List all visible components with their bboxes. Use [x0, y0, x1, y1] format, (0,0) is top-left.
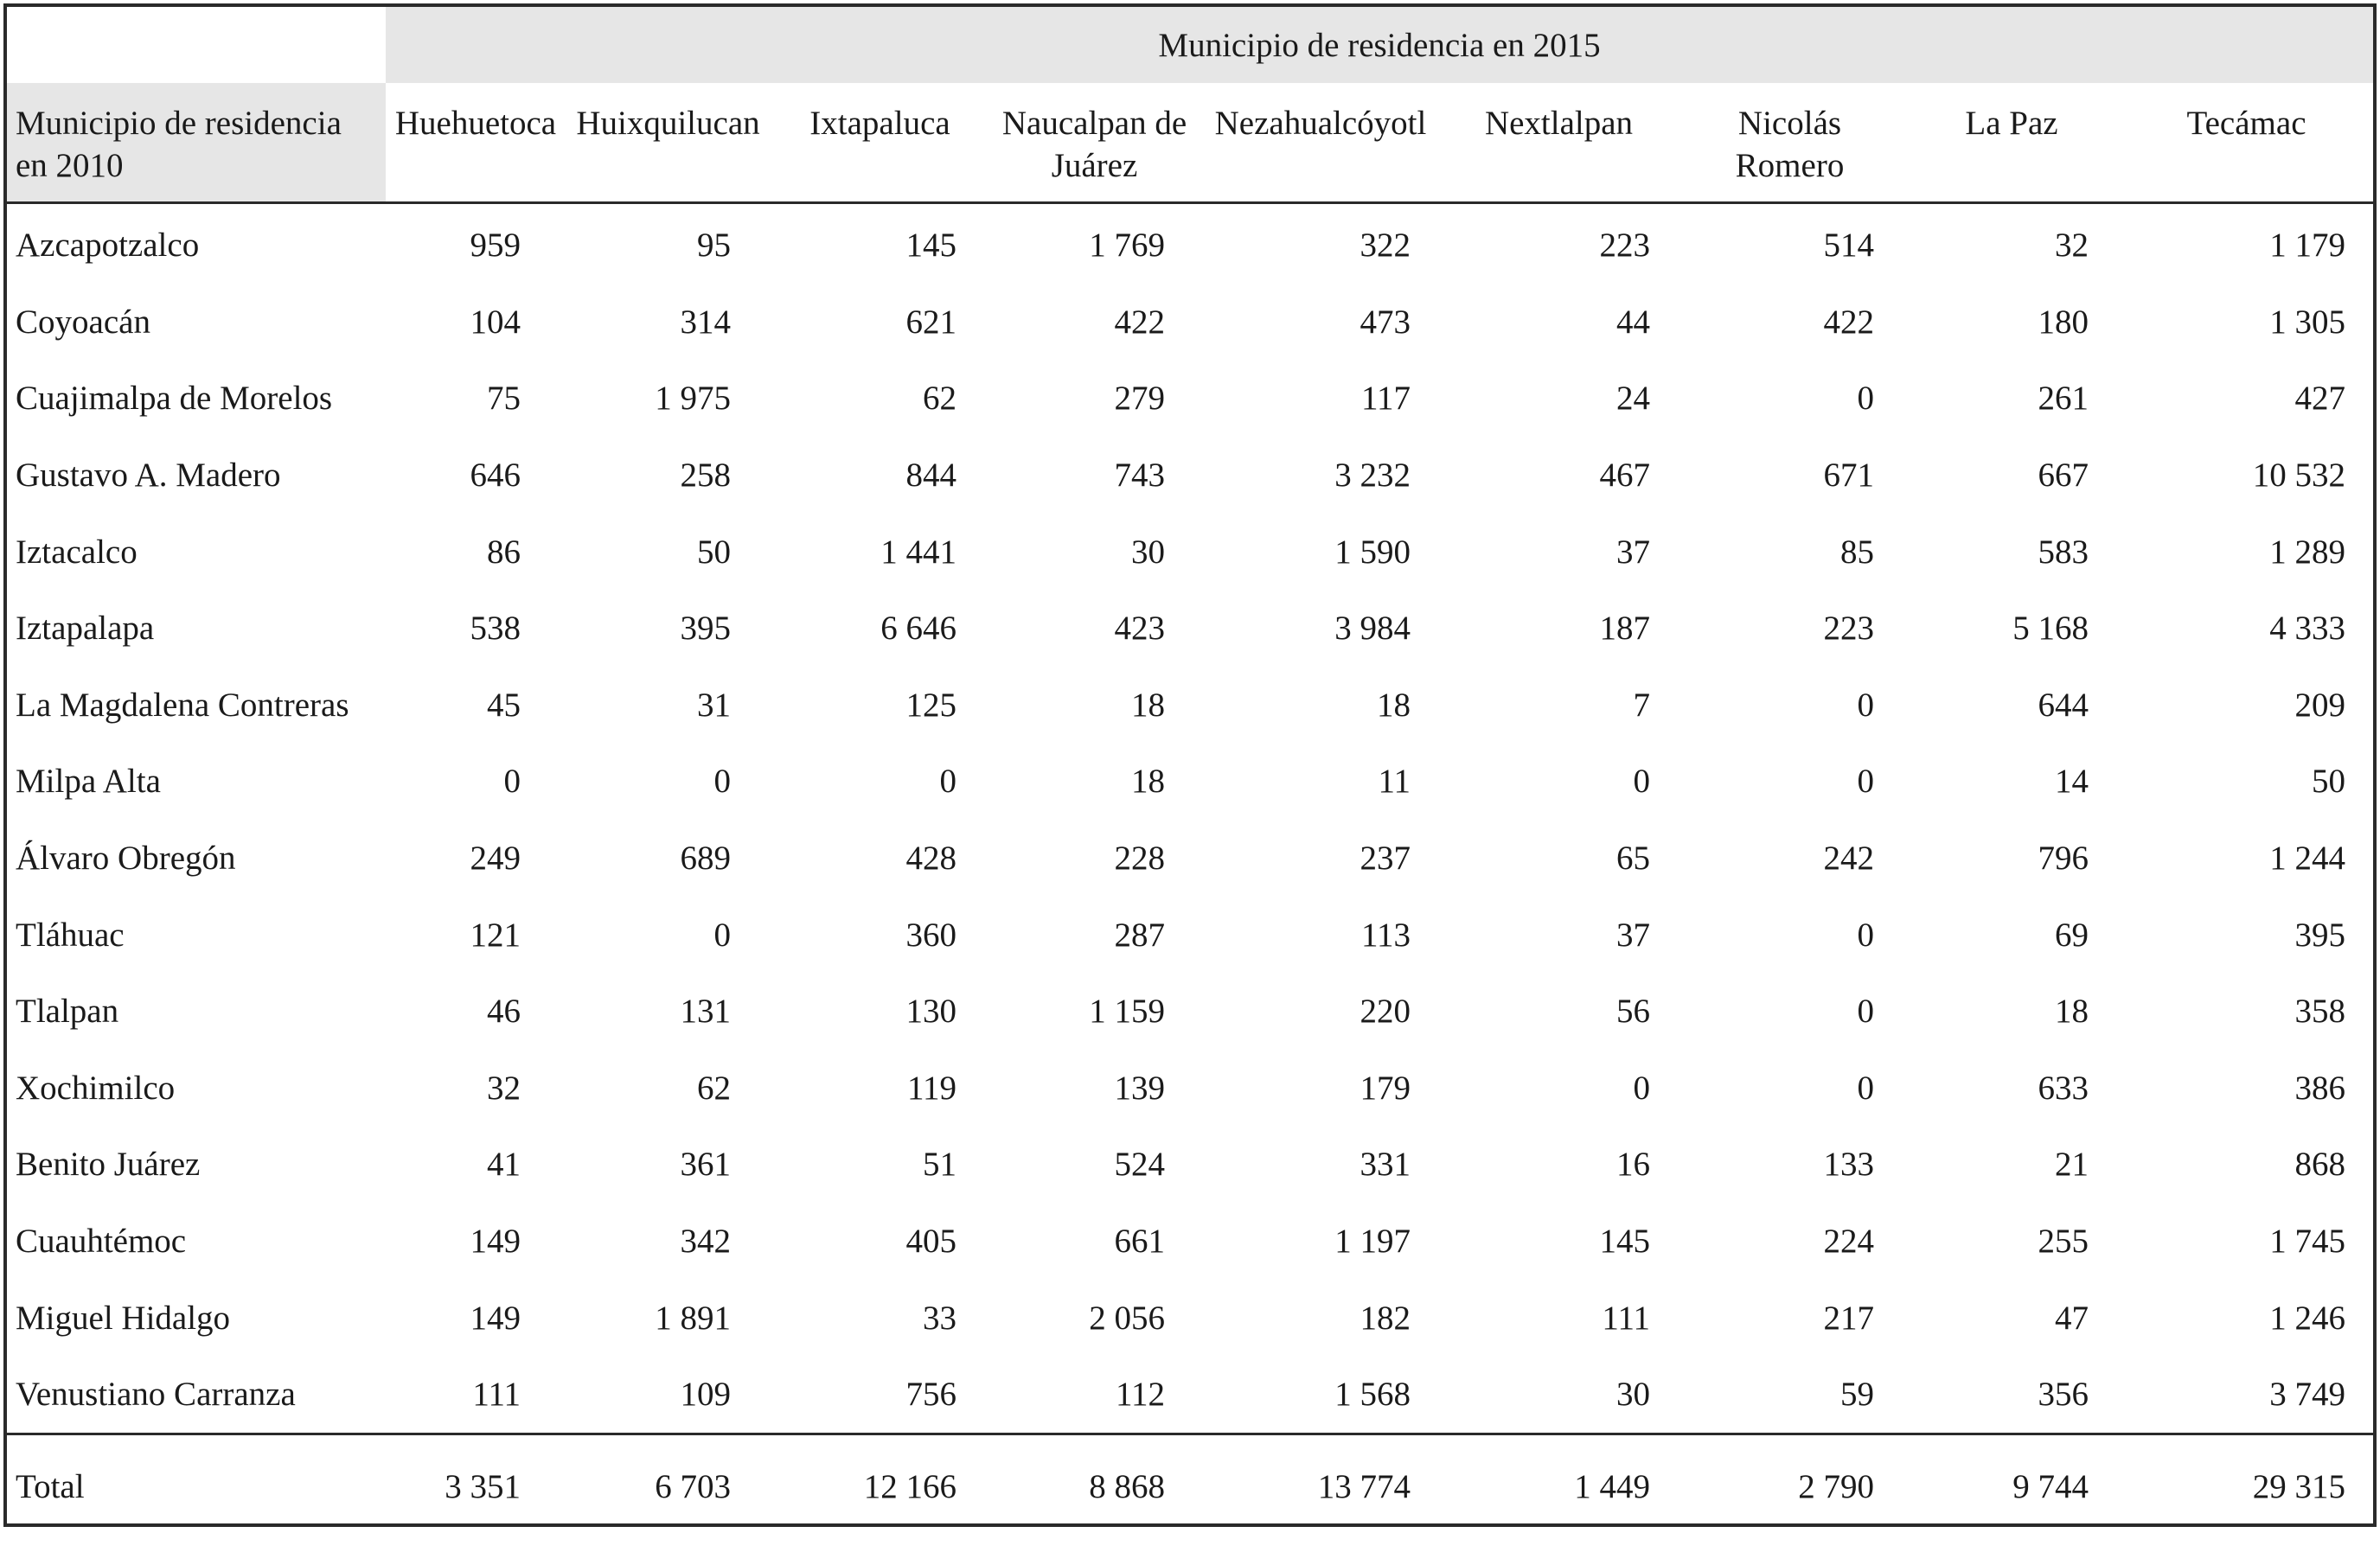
table-row: [7, 1050, 2373, 1127]
table-cell: 360: [905, 916, 956, 954]
table-cell: 959: [470, 227, 521, 265]
table-row: [7, 284, 2373, 361]
table-cell: 187: [1599, 610, 1650, 648]
table-cell: 796: [2038, 840, 2089, 878]
row-label: Cuajimalpa de Morelos: [16, 380, 333, 418]
table-cell: 1 289: [2269, 533, 2346, 571]
table-cell: 1 590: [1334, 533, 1411, 571]
table-cell: 24: [1616, 380, 1650, 418]
table-cell: 538: [470, 610, 521, 648]
table-cell: 646: [470, 457, 521, 495]
row-label: La Magdalena Contreras: [16, 686, 349, 724]
table-cell: 467: [1599, 457, 1650, 495]
table-cell: 258: [680, 457, 731, 495]
table-cell: 56: [1616, 993, 1650, 1031]
table-row: [7, 744, 2373, 821]
table-cell: 237: [1360, 840, 1411, 878]
row-label: Xochimilco: [16, 1069, 176, 1107]
migration-table-frame: [3, 3, 2377, 1527]
table-cell: 405: [905, 1223, 956, 1261]
row-label: Iztacalco: [16, 533, 138, 571]
table-cell: 621: [905, 303, 956, 341]
table-cell: 4 333: [2269, 610, 2346, 648]
table-row: [7, 202, 2373, 284]
table-cell: 1 568: [1334, 1376, 1411, 1414]
table-cell: 633: [2038, 1069, 2089, 1107]
table-cell: 224: [1823, 1223, 1874, 1261]
table-cell: 331: [1360, 1146, 1411, 1184]
table-cell: 133: [1823, 1146, 1874, 1184]
table-cell: 0: [1633, 1069, 1650, 1107]
table-row: [7, 897, 2373, 974]
table-cell: 119: [906, 1069, 956, 1107]
table-cell: 0: [1857, 1069, 1874, 1107]
table-cell: 322: [1360, 227, 1411, 265]
table-cell: 1 975: [655, 380, 731, 418]
table-cell: 356: [2038, 1376, 2089, 1414]
table-cell: 1 246: [2269, 1299, 2346, 1337]
table-cell: 0: [503, 763, 521, 801]
table-cell: 10 532: [2252, 457, 2346, 495]
table-header: [7, 7, 2373, 202]
table-cell: 1 769: [1089, 227, 1165, 265]
table-cell: 111: [1602, 1299, 1650, 1337]
table-cell: 358: [2294, 993, 2346, 1031]
row-label: Milpa Alta: [16, 763, 161, 801]
table-cell: 422: [1823, 303, 1874, 341]
column-header: Ixtapaluca: [771, 83, 989, 202]
table-cell: 255: [2038, 1223, 2089, 1261]
table-cell: 30: [1131, 533, 1165, 571]
row-label: Azcapotzalco: [16, 227, 200, 265]
table-cell: 3 984: [1334, 610, 1411, 648]
row-label: Tlalpan: [16, 993, 119, 1031]
column-header: Nezahualcóyotl: [1200, 83, 1442, 202]
table-cell: 145: [905, 227, 956, 265]
table-cell: 0: [1857, 916, 1874, 954]
table-cell: 32: [487, 1069, 521, 1107]
table-cell: 149: [470, 1223, 521, 1261]
table-row: [7, 1280, 2373, 1357]
migration-table: [7, 7, 2373, 1537]
table-cell: 18: [2055, 993, 2089, 1031]
table-cell: 37: [1616, 916, 1650, 954]
table-cell: 111: [472, 1376, 521, 1414]
table-cell: 1 179: [2269, 227, 2346, 265]
table-cell: 69: [2055, 916, 2089, 954]
table-cell: 1 891: [655, 1299, 731, 1337]
table-cell: 756: [905, 1376, 956, 1414]
table-cell: 86: [487, 533, 521, 571]
table-cell: 7: [1633, 686, 1650, 724]
total-cell: 1 449: [1442, 1434, 1676, 1538]
total-cell: 6 703: [566, 1434, 771, 1538]
table-cell: 1 197: [1334, 1223, 1411, 1261]
total-label: Total: [7, 1434, 386, 1538]
table-cell: 75: [487, 380, 521, 418]
table-cell: 361: [680, 1146, 731, 1184]
table-cell: 228: [1114, 840, 1165, 878]
table-cell: 428: [905, 840, 956, 878]
table-cell: 314: [680, 303, 731, 341]
table-cell: 0: [1857, 686, 1874, 724]
table-cell: 45: [487, 686, 521, 724]
row-label: Coyoacán: [16, 303, 150, 341]
row-label: Venustiano Carranza: [16, 1376, 296, 1414]
column-header: Nextlalpan: [1442, 83, 1676, 202]
table-cell: 644: [2038, 686, 2089, 724]
table-row: [7, 1356, 2373, 1434]
row-label: Tláhuac: [16, 916, 125, 954]
table-cell: 524: [1114, 1146, 1165, 1184]
total-row: [7, 1434, 2373, 1538]
table-cell: 5 168: [2012, 610, 2089, 648]
table-cell: 249: [470, 840, 521, 878]
table-cell: 41: [487, 1146, 521, 1184]
table-cell: 287: [1114, 916, 1165, 954]
table-cell: 6 646: [880, 610, 956, 648]
table-row: [7, 514, 2373, 591]
table-cell: 37: [1616, 533, 1650, 571]
total-cell: 12 166: [771, 1434, 989, 1538]
table-cell: 423: [1114, 610, 1165, 648]
table-cell: 0: [713, 763, 731, 801]
table-cell: 386: [2294, 1069, 2346, 1107]
table-cell: 427: [2294, 380, 2346, 418]
table-cell: 279: [1114, 380, 1165, 418]
table-cell: 395: [2294, 916, 2346, 954]
table-cell: 1 305: [2269, 303, 2346, 341]
table-row: [7, 1127, 2373, 1204]
table-row: [7, 820, 2373, 897]
table-cell: 689: [680, 840, 731, 878]
table-cell: 65: [1616, 840, 1650, 878]
table-cell: 14: [2055, 763, 2089, 801]
column-header: Huehuetoca: [386, 83, 566, 202]
table-row: [7, 1203, 2373, 1280]
table-cell: 131: [680, 993, 731, 1031]
table-cell: 0: [1857, 763, 1874, 801]
table-cell: 514: [1823, 227, 1874, 265]
table-cell: 2 056: [1089, 1299, 1165, 1337]
table-cell: 18: [1131, 686, 1165, 724]
header-corner: [7, 7, 386, 83]
row-label: Miguel Hidalgo: [16, 1299, 231, 1337]
table-cell: 33: [923, 1299, 956, 1337]
table-cell: 217: [1823, 1299, 1874, 1337]
table-cell: 242: [1823, 840, 1874, 878]
table-cell: 18: [1131, 763, 1165, 801]
table-cell: 62: [697, 1069, 731, 1107]
table-row: [7, 973, 2373, 1050]
table-cell: 11: [1378, 763, 1411, 801]
table-cell: 62: [923, 380, 956, 418]
table-cell: 223: [1599, 227, 1650, 265]
table-cell: 667: [2038, 457, 2089, 495]
table-row: [7, 667, 2373, 744]
table-cell: 422: [1114, 303, 1165, 341]
table-cell: 109: [680, 1376, 731, 1414]
table-cell: 51: [923, 1146, 956, 1184]
table-row: [7, 590, 2373, 667]
table-cell: 220: [1360, 993, 1411, 1031]
table-cell: 1 244: [2269, 840, 2346, 878]
table-cell: 59: [1840, 1376, 1874, 1414]
table-cell: 47: [2055, 1299, 2089, 1337]
table-cell: 16: [1616, 1146, 1650, 1184]
table-cell: 113: [1360, 916, 1411, 954]
group-header-2015: Municipio de residencia en 2015: [386, 7, 2373, 83]
table-cell: 743: [1114, 457, 1165, 495]
table-cell: 661: [1114, 1223, 1165, 1261]
column-header: La Paz: [1903, 83, 2120, 202]
table-cell: 473: [1360, 303, 1411, 341]
row-label: Cuauhtémoc: [16, 1223, 187, 1261]
table-cell: 125: [905, 686, 956, 724]
table-cell: 223: [1823, 610, 1874, 648]
table-cell: 0: [939, 763, 956, 801]
row-header-2010: Municipio de residencia en 2010: [7, 83, 386, 202]
total-cell: 3 351: [386, 1434, 566, 1538]
table-cell: 0: [1857, 380, 1874, 418]
column-header: Nicolás Romero: [1676, 83, 1903, 202]
table-cell: 868: [2294, 1146, 2346, 1184]
table-cell: 671: [1823, 457, 1874, 495]
table-cell: 209: [2294, 686, 2346, 724]
table-cell: 50: [697, 533, 731, 571]
column-header: Huixquilucan: [566, 83, 771, 202]
table-cell: 149: [470, 1299, 521, 1337]
table-cell: 1 441: [880, 533, 956, 571]
table-cell: 112: [1115, 1376, 1165, 1414]
total-cell: 13 774: [1200, 1434, 1442, 1538]
table-row: [7, 437, 2373, 514]
table-cell: 46: [487, 993, 521, 1031]
table-cell: 182: [1360, 1299, 1411, 1337]
table-cell: 18: [1377, 686, 1411, 724]
table-cell: 583: [2038, 533, 2089, 571]
row-label: Álvaro Obregón: [16, 840, 236, 878]
table-cell: 31: [697, 686, 731, 724]
table-cell: 3 232: [1334, 457, 1411, 495]
table-cell: 0: [713, 916, 731, 954]
table-cell: 44: [1616, 303, 1650, 341]
total-cell: 2 790: [1676, 1434, 1903, 1538]
table-cell: 261: [2038, 380, 2089, 418]
table-cell: 1 159: [1089, 993, 1165, 1031]
table-cell: 1 745: [2269, 1223, 2346, 1261]
row-label: Iztapalapa: [16, 610, 155, 648]
table-cell: 117: [1360, 380, 1411, 418]
table-cell: 32: [2055, 227, 2089, 265]
total-cell: 8 868: [989, 1434, 1200, 1538]
row-label: Gustavo A. Madero: [16, 457, 281, 495]
table-cell: 0: [1633, 763, 1650, 801]
table-cell: 395: [680, 610, 731, 648]
table-cell: 121: [470, 916, 521, 954]
column-header: Naucalpan de Juárez: [989, 83, 1200, 202]
total-cell: 29 315: [2120, 1434, 2373, 1538]
table-cell: 30: [1616, 1376, 1650, 1414]
table-cell: 95: [697, 227, 731, 265]
table-cell: 50: [2312, 763, 2346, 801]
table-cell: 139: [1114, 1069, 1165, 1107]
total-cell: 9 744: [1903, 1434, 2120, 1538]
table-row: [7, 361, 2373, 437]
table-cell: 145: [1599, 1223, 1650, 1261]
table-body: [7, 202, 2373, 1434]
table-cell: 21: [2055, 1146, 2089, 1184]
table-cell: 180: [2038, 303, 2089, 341]
table-cell: 85: [1840, 533, 1874, 571]
table-cell: 3 749: [2269, 1376, 2346, 1414]
table-cell: 104: [470, 303, 521, 341]
table-cell: 342: [680, 1223, 731, 1261]
table-cell: 130: [905, 993, 956, 1031]
row-label: Benito Juárez: [16, 1146, 201, 1184]
table-cell: 179: [1360, 1069, 1411, 1107]
table-cell: 844: [905, 457, 956, 495]
column-header: Tecámac: [2120, 83, 2373, 202]
table-cell: 0: [1857, 993, 1874, 1031]
